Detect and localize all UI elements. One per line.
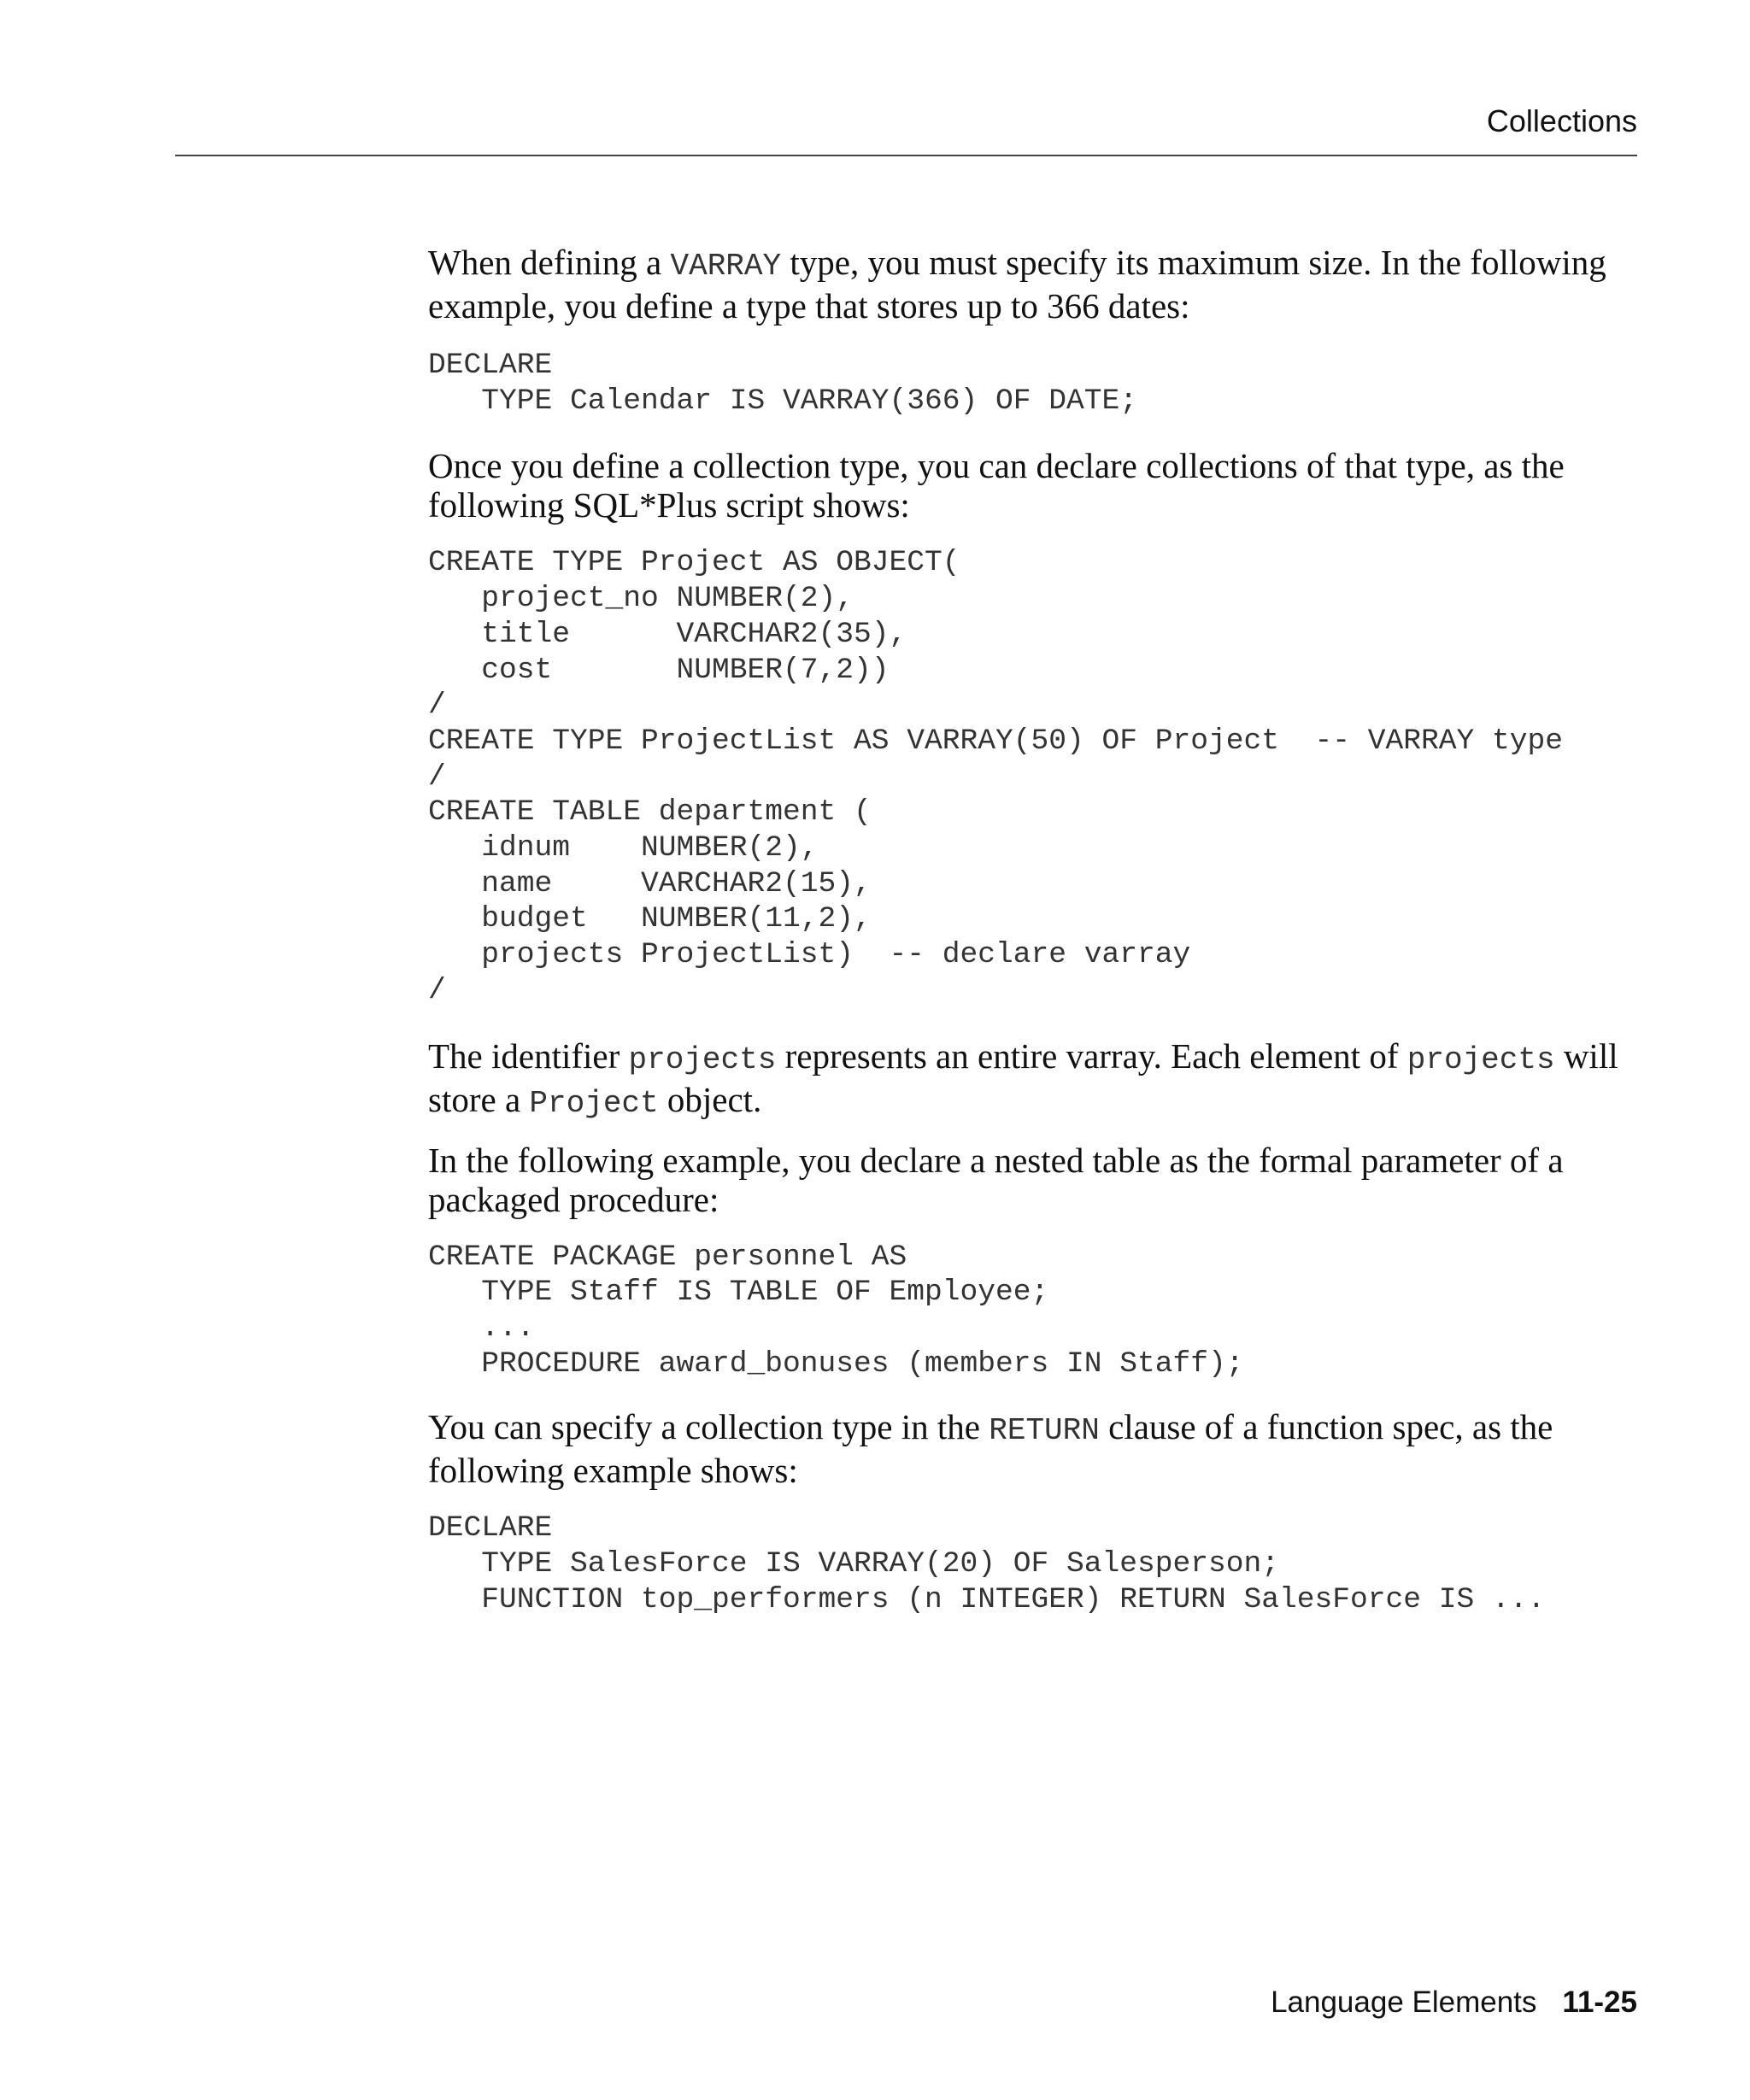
page-footer (1271, 1984, 1637, 2021)
paragraph-declare-collections: Once you define a collection type, you can declare collections of that type, as the following SQL*Plus script shows: (428, 446, 1565, 525)
text-run: When defining a (428, 243, 671, 282)
text-run: will store a (428, 1035, 1618, 1119)
text-run: represents an entire varray. Each element of (776, 1035, 1407, 1076)
paragraph-nested-table: In the following example, you declare a nested table as the formal parameter of a packaged procedure: (428, 1140, 1564, 1219)
page-body (428, 243, 1641, 1617)
running-header: Collections (1486, 103, 1637, 138)
paragraph-projects-identifier (428, 1036, 1641, 1123)
text-run: object. (658, 1079, 762, 1119)
inline-code: RETURN (989, 1413, 1100, 1449)
inline-code: projects (628, 1041, 777, 1077)
footer-chapter: Language Elements (1271, 1986, 1537, 2019)
code-block-calendar: DECLARE TYPE Calendar IS VARRAY(366) OF DATE; (428, 349, 1138, 418)
paragraph-return-clause (428, 1407, 1641, 1490)
code-block-personnel-package: CREATE PACKAGE personnel AS TYPE Staff IS TABLE OF Employee; ... PROCEDURE award_bonuses (members IN Staff); (428, 1240, 1244, 1381)
page-number: 11-25 (1562, 1986, 1637, 2019)
text-run: The identifier (428, 1035, 629, 1076)
code-block-salesforce: DECLARE TYPE SalesForce IS VARRAY(20) OF Salesperson; FUNCTION top_performers (n INTEGER) RETURN SalesForce IS ... (428, 1511, 1546, 1616)
paragraph-varray-intro (428, 243, 1641, 326)
text-run: type, you must specify its maximum size. In the following example, you define a type that stores up to 366 dates: (428, 243, 1606, 326)
text-run: clause of a function spec, as the following example shows: (428, 1407, 1553, 1491)
inline-code: VARRAY (670, 249, 782, 284)
header-rule (175, 155, 1637, 156)
code-block-sqlplus-script: CREATE TYPE Project AS OBJECT( project_no NUMBER(2), title VARCHAR2(35), cost NUMBER(7,2)) / CREATE TYPE ProjectList AS VARRAY(50) OF Project -- VARRAY type / CREATE TABLE department ( idnum NUMBER(2), name VARCHAR2(15), budget NUMBER(11,2), projects ProjectList) -- declare varray / (428, 546, 1564, 1007)
inline-code: projects (1406, 1041, 1555, 1077)
text-run: You can specify a collection type in the (428, 1407, 990, 1447)
inline-code: Project (529, 1085, 659, 1121)
